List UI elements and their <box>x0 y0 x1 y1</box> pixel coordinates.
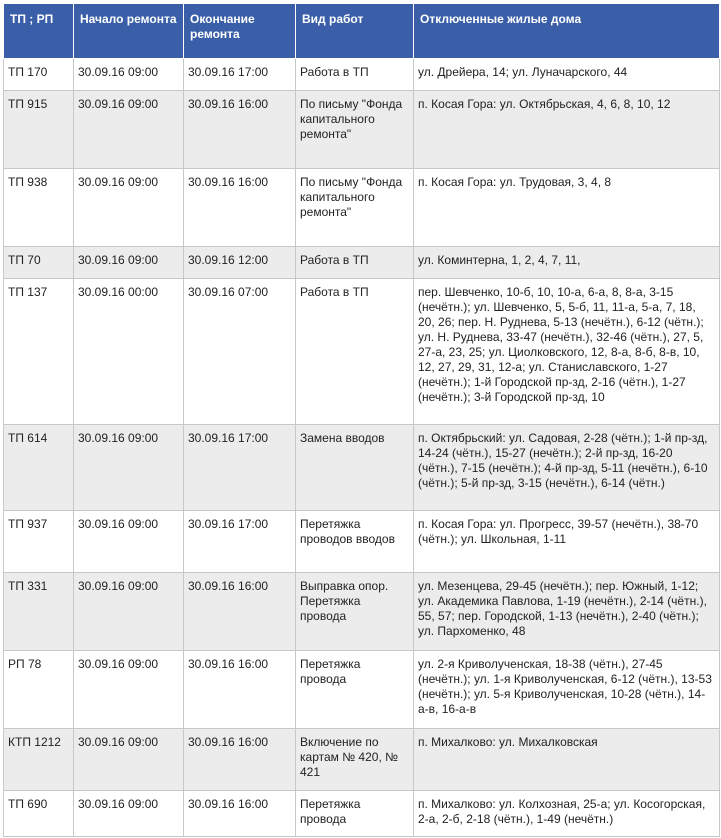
cell-houses: п. Косая Гора: ул. Трудовая, 3, 4, 8 <box>414 169 720 247</box>
cell-work-type: Перетяжка проводов вводов <box>296 511 414 573</box>
table-row <box>4 247 720 279</box>
cell-houses: п. Косая Гора: ул. Октябрьская, 4, 6, 8, 10, 12 <box>414 91 720 169</box>
header-houses: Отключенные жилые дома <box>414 4 720 59</box>
cell-end: 30.09.16 17:00 <box>184 59 296 91</box>
cell-tp: КТП 1212 <box>4 729 74 791</box>
cell-tp: ТП 137 <box>4 279 74 425</box>
cell-start: 30.09.16 09:00 <box>74 169 184 247</box>
cell-end: 30.09.16 16:00 <box>184 169 296 247</box>
cell-end: 30.09.16 16:00 <box>184 573 296 651</box>
cell-houses: пер. Шевченко, 10-б, 10, 10-а, 6-а, 8, 8-а, 3-15 (нечётн.); ул. Шевченко, 5, 5-б, 11, 11-а, 5-а, 7, 18, 20, 26; пер. Н. Руднева, 5-13 (нечётн.), 6-12 (чётн.); ул. Н. Руднева, 33-47 (нечётн.), 32-46 (чётн.), 27, 5, 27-а, 23, 25; ул. Циолковского, 12, 8-а, 8-б, 8-в, 10, 12, 27, 29, 31, 12-а; ул. Станиславского, 1-27 (нечётн.); 1-й Городской пр-зд, 2-16 (чётн.), 1-27 (нечётн.); 3-й Городской пр-зд, 10 <box>414 279 720 425</box>
header-tp: ТП ; РП <box>4 4 74 59</box>
table-row <box>4 91 720 169</box>
cell-work-type: Работа в ТП <box>296 247 414 279</box>
header-start: Начало ремонта <box>74 4 184 59</box>
cell-start: 30.09.16 09:00 <box>74 729 184 791</box>
cell-tp: ТП 938 <box>4 169 74 247</box>
cell-start: 30.09.16 09:00 <box>74 247 184 279</box>
table-header <box>4 4 720 59</box>
cell-tp: РП 78 <box>4 651 74 729</box>
table-row <box>4 511 720 573</box>
cell-houses: ул. Дрейера, 14; ул. Луначарского, 44 <box>414 59 720 91</box>
table-body <box>4 59 720 837</box>
cell-end: 30.09.16 17:00 <box>184 511 296 573</box>
header-row <box>4 4 720 59</box>
cell-houses: ул. Коминтерна, 1, 2, 4, 7, 11, <box>414 247 720 279</box>
cell-work-type: Перетяжка провода <box>296 791 414 837</box>
cell-tp: ТП 331 <box>4 573 74 651</box>
cell-start: 30.09.16 09:00 <box>74 91 184 169</box>
cell-end: 30.09.16 17:00 <box>184 425 296 511</box>
cell-start: 30.09.16 09:00 <box>74 573 184 651</box>
cell-start: 30.09.16 09:00 <box>74 511 184 573</box>
cell-work-type: Включение по картам № 420, № 421 <box>296 729 414 791</box>
cell-houses: ул. Мезенцева, 29-45 (нечётн.); пер. Южный, 1-12; ул. Академика Павлова, 1-19 (нечётн.), 2-14 (чётн.), 55, 57; пер. Городской, 1-13 (нечётн.), 2-40 (чётн.); ул. Пархоменко, 48 <box>414 573 720 651</box>
table-row <box>4 425 720 511</box>
header-work-type: Вид работ <box>296 4 414 59</box>
cell-tp: ТП 70 <box>4 247 74 279</box>
table-row <box>4 791 720 837</box>
cell-tp: ТП 915 <box>4 91 74 169</box>
cell-work-type: Замена вводов <box>296 425 414 511</box>
header-end: Окончание ремонта <box>184 4 296 59</box>
cell-tp: ТП 170 <box>4 59 74 91</box>
cell-end: 30.09.16 16:00 <box>184 729 296 791</box>
cell-tp: ТП 690 <box>4 791 74 837</box>
cell-work-type: По письму "Фонда капитального ремонта" <box>296 169 414 247</box>
cell-end: 30.09.16 07:00 <box>184 279 296 425</box>
cell-tp: ТП 937 <box>4 511 74 573</box>
cell-end: 30.09.16 16:00 <box>184 791 296 837</box>
table-row <box>4 59 720 91</box>
cell-houses: п. Косая Гора: ул. Прогресс, 39-57 (нечётн.), 38-70 (чётн.); ул. Школьная, 1-11 <box>414 511 720 573</box>
cell-start: 30.09.16 09:00 <box>74 791 184 837</box>
cell-start: 30.09.16 09:00 <box>74 425 184 511</box>
cell-work-type: Работа в ТП <box>296 279 414 425</box>
cell-start: 30.09.16 09:00 <box>74 651 184 729</box>
cell-houses: п. Михалково: ул. Колхозная, 25-а; ул. Косогорская, 2-а, 2-б, 2-18 (чётн.), 1-49 (нечётн.) <box>414 791 720 837</box>
cell-houses: ул. 2-я Криволученская, 18-38 (чётн.), 27-45 (нечётн.); ул. 1-я Криволученская, 6-12 (чётн.), 13-53 (нечётн.); ул. 5-я Криволученская, 10-28 (чётн.), 14-а-в, 16-а-в <box>414 651 720 729</box>
cell-work-type: Выправка опор. Перетяжка провода <box>296 573 414 651</box>
table-row <box>4 729 720 791</box>
cell-houses: п. Октябрьский: ул. Садовая, 2-28 (чётн.); 1-й пр-зд, 14-24 (чётн.), 15-27 (нечётн.); 2-й пр-зд, 16-20 (чётн.), 7-15 (нечётн.); 4-й пр-зд, 5-11 (нечётн.), 6-10 (чётн.); 5-й пр-зд, 3-15 (нечётн.), 6-14 (чётн.) <box>414 425 720 511</box>
cell-start: 30.09.16 00:00 <box>74 279 184 425</box>
cell-tp: ТП 614 <box>4 425 74 511</box>
table-row <box>4 279 720 425</box>
table-row <box>4 651 720 729</box>
cell-houses: п. Михалково: ул. Михалковская <box>414 729 720 791</box>
cell-work-type: Перетяжка провода <box>296 651 414 729</box>
cell-work-type: По письму "Фонда капитального ремонта" <box>296 91 414 169</box>
cell-end: 30.09.16 16:00 <box>184 91 296 169</box>
cell-work-type: Работа в ТП <box>296 59 414 91</box>
cell-end: 30.09.16 12:00 <box>184 247 296 279</box>
cell-start: 30.09.16 09:00 <box>74 59 184 91</box>
outage-schedule-table <box>3 3 720 837</box>
table-row <box>4 169 720 247</box>
cell-end: 30.09.16 16:00 <box>184 651 296 729</box>
table-row <box>4 573 720 651</box>
